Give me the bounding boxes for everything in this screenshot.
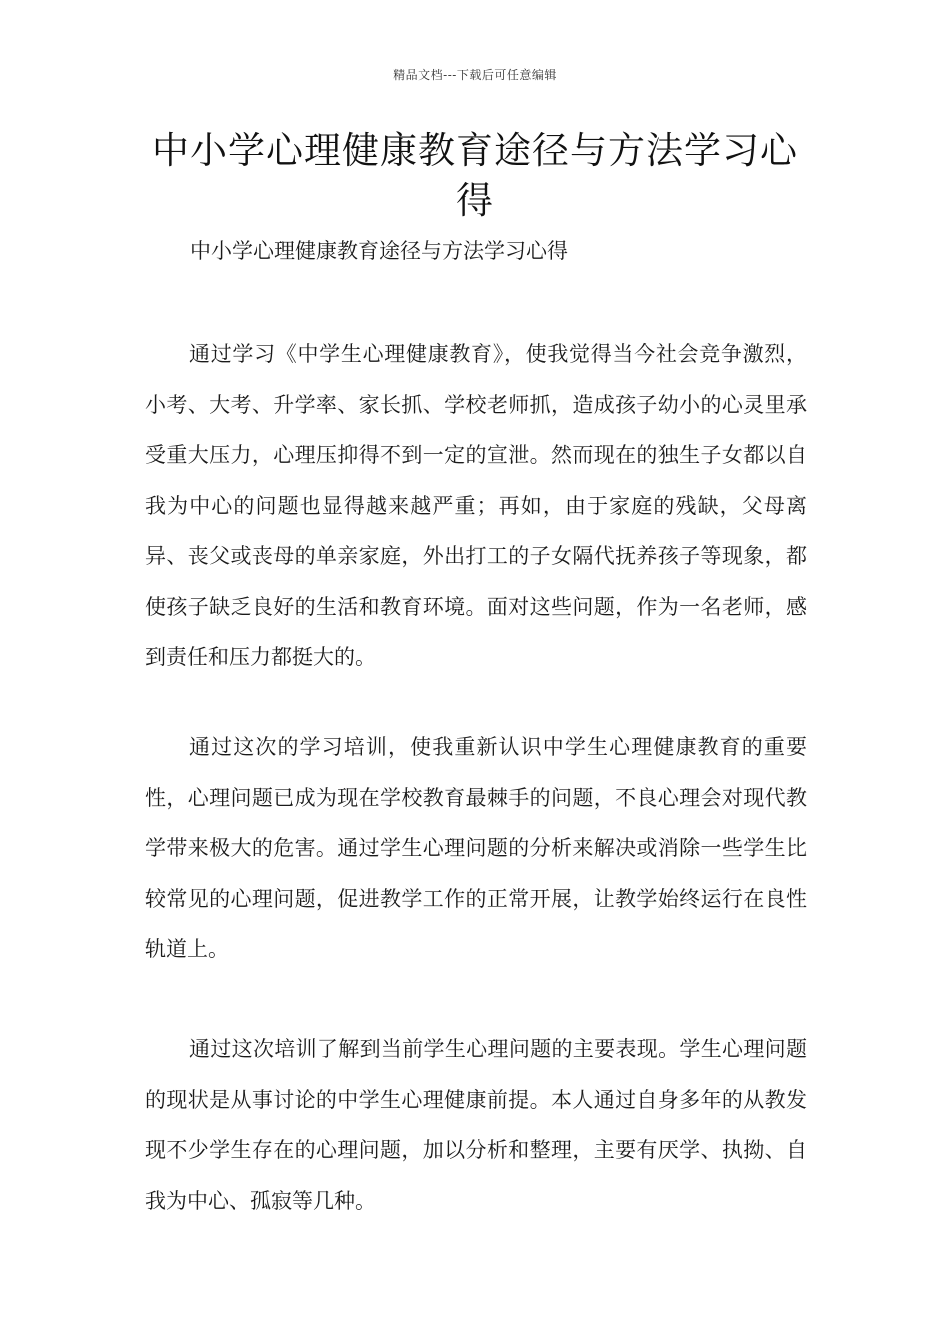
- document-title: 中小学心理健康教育途径与方法学习心得: [152, 129, 798, 222]
- paragraph-2: 通过这次的学习培训，使我重新认识中学生心理健康教育的重要性，心理问题已成为现在学校教育最棘手的问题，不良心理会对现代教学带来极大的危害。通过学生心理问题的分析来解决或消除一些学生比较常见的心理问题，促进教学工作的正常开展，让教学始终运行在良性轨道上。: [145, 735, 807, 961]
- header-note: 精品文档---下载后可任意编辑: [393, 68, 557, 82]
- document-subtitle: 中小学心理健康教育途径与方法学习心得: [190, 239, 568, 263]
- paragraph-3: 通过这次培训了解到当前学生心理问题的主要表现。学生心理问题的现状是从事讨论的中学生心理健康前提。本人通过自身多年的从教发现不少学生存在的心理问题，加以分析和整理，主要有厌学、执拗、自我为中心、孤寂等几种。: [145, 1037, 807, 1213]
- paragraph-1: 通过学习《中学生心理健康教育》，使我觉得当今社会竞争激烈，小考、大考、升学率、家长抓、学校老师抓，造成孩子幼小的心灵里承受重大压力，心理压抑得不到一定的宣泄。然而现在的独生子女都以自我为中心的问题也显得越来越严重；再如，由于家庭的残缺，父母离异、丧父或丧母的单亲家庭，外出打工的子女隔代抚养孩子等现象，都使孩子缺乏良好的生活和教育环境。面对这些问题，作为一名老师，感到责任和压力都挺大的。: [145, 342, 807, 669]
